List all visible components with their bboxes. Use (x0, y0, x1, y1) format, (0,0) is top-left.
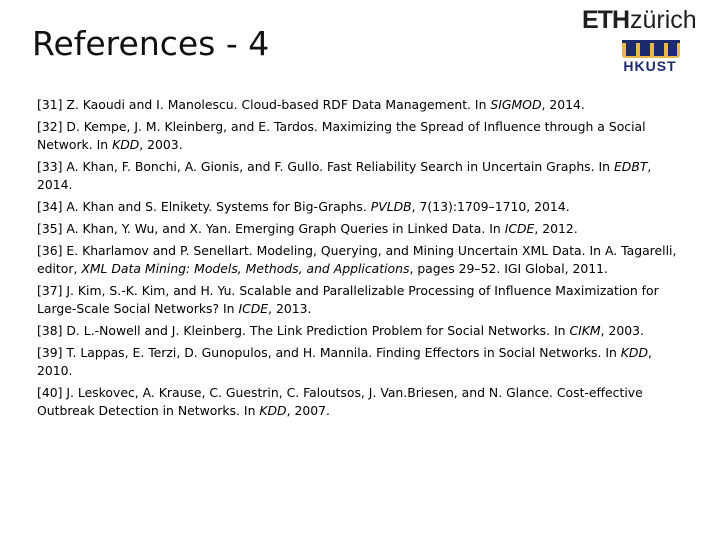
reference-text: [37] J. Kim, S.-K. Kim, and H. Yu. Scalable and Parallelizable Processing of Influence Maximization for Large-Scale Social Networks? In (37, 283, 659, 316)
reference-tail: , pages 29–52. IGI Global, 2011. (409, 261, 608, 276)
reference-text: [39] T. Lappas, E. Terzi, D. Gunopulos, and H. Mannila. Finding Effectors in Social Networks. In (37, 345, 621, 360)
reference-tail: , 2010. (37, 345, 652, 378)
reference-item (37, 118, 685, 154)
hkust-logo-text: HKUST (623, 58, 677, 74)
reference-venue: KDD (112, 137, 140, 152)
reference-tail: , 2003. (139, 137, 183, 152)
reference-tail: , 2007. (286, 403, 330, 418)
page-title: References - 4 (32, 24, 270, 63)
reference-tail: , 7(13):1709–1710, 2014. (411, 199, 570, 214)
reference-item (37, 242, 685, 278)
reference-tail: , 2003. (600, 323, 644, 338)
reference-list (37, 96, 685, 424)
reference-venue: EDBT (613, 159, 648, 174)
reference-item (37, 220, 685, 238)
reference-item (37, 322, 685, 340)
reference-venue: XML Data Mining: Models, Methods, and Applications (81, 261, 410, 276)
reference-item (37, 96, 685, 114)
reference-item (37, 158, 685, 194)
reference-venue: CIKM (569, 323, 601, 338)
reference-item (37, 344, 685, 380)
reference-text: [36] E. Kharlamov and P. Senellart. Modeling, Querying, and Mining Uncertain XML Data. In A. Tagarelli, editor, (37, 243, 677, 276)
reference-text: [34] A. Khan and S. Elnikety. Systems for Big-Graphs. (37, 199, 371, 214)
reference-venue: SIGMOD (490, 97, 542, 112)
reference-text: [32] D. Kempe, J. M. Kleinberg, and E. Tardos. Maximizing the Spread of Influence through a Social Network. In (37, 119, 646, 152)
reference-tail: , 2014. (541, 97, 585, 112)
eth-zurich-logo (582, 6, 697, 36)
eth-logo-light-text: zürich (630, 6, 697, 34)
reference-tail: , 2014. (37, 159, 652, 192)
hkust-logo (596, 38, 706, 74)
reference-text: [35] A. Khan, Y. Wu, and X. Yan. Emerging Graph Queries in Linked Data. In (37, 221, 505, 236)
eth-logo-bold-text: ETH (582, 6, 629, 34)
reference-text: [40] J. Leskovec, A. Krause, C. Guestrin, C. Faloutsos, J. Van.Briesen, and N. Glance. Cost-effective Outbreak Detection in Networks. In (37, 385, 643, 418)
reference-text: [31] Z. Kaoudi and I. Manolescu. Cloud-based RDF Data Management. In (37, 97, 491, 112)
reference-tail: , 2013. (268, 301, 312, 316)
reference-venue: KDD (259, 403, 287, 418)
reference-item (37, 384, 685, 420)
reference-venue: PVLDB (370, 199, 412, 214)
reference-text: [38] D. L.-Nowell and J. Kleinberg. The Link Prediction Problem for Social Networks. In (37, 323, 570, 338)
reference-venue: ICDE (504, 221, 535, 236)
reference-item (37, 282, 685, 318)
reference-venue: KDD (620, 345, 649, 360)
reference-venue: ICDE (238, 301, 269, 316)
reference-item (37, 198, 685, 216)
hkust-emblem-icon (596, 38, 706, 60)
reference-tail: , 2012. (534, 221, 578, 236)
reference-text: [33] A. Khan, F. Bonchi, A. Gionis, and F. Gullo. Fast Reliability Search in Uncertain Graphs. In (37, 159, 614, 174)
